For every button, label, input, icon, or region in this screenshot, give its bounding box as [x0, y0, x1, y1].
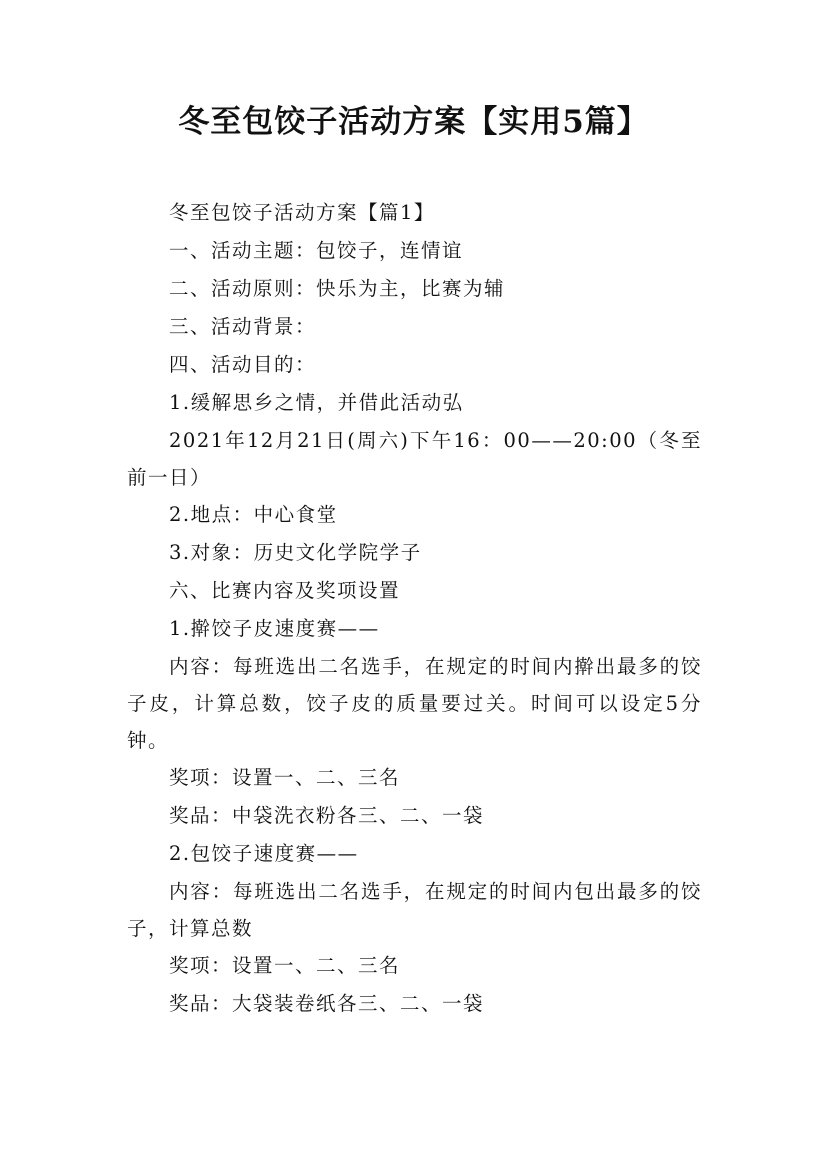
paragraph: 2.包饺子速度赛——	[169, 842, 359, 865]
paragraph: 内容：每班选出二名选手，在规定的时间内包出最多的饺子，计算总数	[127, 880, 702, 940]
paragraph: 1.缓解思乡之情，并借此活动弘	[169, 391, 464, 414]
paragraph: 2021年12月21日(周六)下午16：00——20:00（冬至前一日）	[127, 429, 702, 489]
document-body	[127, 194, 702, 1023]
paragraph: 奖品：中袋洗衣粉各三、二、一袋	[169, 804, 485, 827]
paragraph: 1.擀饺子皮速度赛——	[169, 617, 380, 640]
document-title: 冬至包饺子活动方案【实用5篇】	[178, 104, 649, 140]
paragraph: 奖品：大袋装卷纸各三、二、一袋	[169, 992, 485, 1015]
section-heading: 冬至包饺子活动方案【篇1】	[169, 201, 435, 224]
paragraph: 3.对象：历史文化学院学子	[169, 541, 422, 564]
paragraph: 三、活动背景：	[169, 315, 317, 338]
paragraph: 一、活动主题：包饺子，连情谊	[169, 239, 464, 262]
paragraph: 四、活动目的：	[169, 353, 317, 376]
paragraph: 六、比赛内容及奖项设置	[169, 579, 401, 602]
paragraph: 奖项：设置一、二、三名	[169, 954, 401, 977]
paragraph: 奖项：设置一、二、三名	[169, 766, 401, 789]
paragraph: 内容：每班选出二名选手，在规定的时间内擀出最多的饺子皮，计算总数，饺子皮的质量要过关。时间可以设定5分钟。	[127, 655, 702, 752]
paragraph: 二、活动原则：快乐为主，比赛为辅	[169, 277, 506, 300]
paragraph: 2.地点：中心食堂	[169, 503, 338, 526]
